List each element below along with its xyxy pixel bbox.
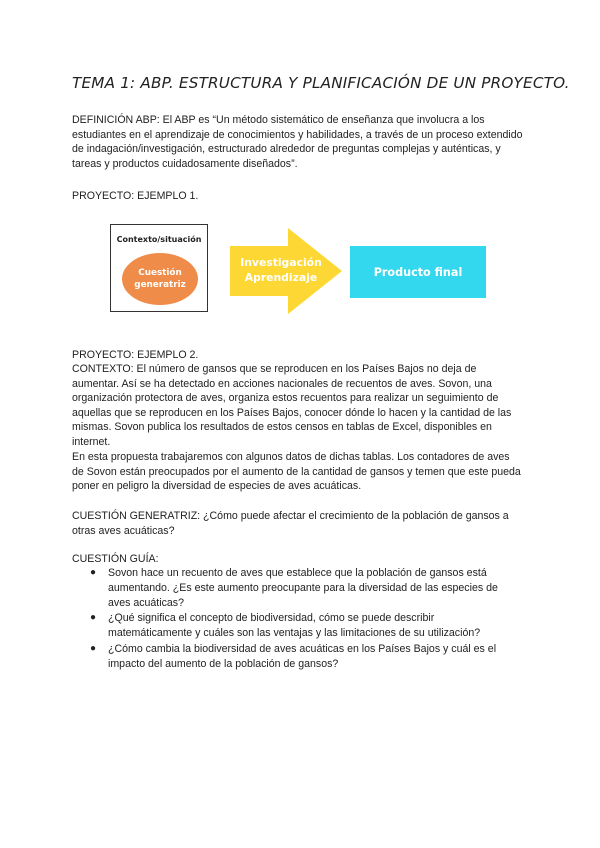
generative-question-paragraph: CUESTIÓN GENERATRIZ: ¿Cómo puede afectar el crecimiento de la población de gansos a otras aves acuáticas? bbox=[72, 510, 509, 537]
proposal-paragraph: En esta propuesta trabajaremos con algunos datos de dichas tablas. Los contadores de aves de Sovon están preocupados por el aumento de la cantidad de gansos y temen que este pueda poner en peligro la diversidad de especies de aves acuáticas. bbox=[72, 451, 521, 493]
example2-heading: PROYECTO: EJEMPLO 2. bbox=[72, 349, 199, 361]
generative-question-oval: Cuestión generatriz bbox=[122, 253, 198, 305]
list-item bbox=[88, 566, 520, 610]
document-title: TEMA 1: ABP. ESTRUCTURA Y PLANIFICACIÓN DE UN PROYECTO. bbox=[72, 74, 570, 92]
context-box bbox=[110, 224, 208, 312]
bullet-icon: ● bbox=[90, 642, 97, 654]
guide-item-text: ¿Qué significa el concepto de biodiversidad, cómo se puede describir matemáticamente y cuáles son las ventajas y las limitaciones de su utilización? bbox=[108, 612, 481, 640]
final-product-box: Producto final bbox=[350, 246, 486, 298]
guide-item-text: ¿Cómo cambia la biodiversidad de aves acuáticas en los Países Bajos y cuál es el impacto del aumento de la población de gansos? bbox=[108, 642, 497, 670]
context-label: Contexto/situación bbox=[116, 235, 202, 244]
bullet-icon: ● bbox=[90, 567, 97, 578]
context-paragraph: CONTEXTO: El número de gansos que se reproducen en los Países Bajos no deja de aumentar. Así se ha detectado en acciones nacionales de recuentos de aves. Sovon, una organización protectora de aves, organiza estos recuentos para realizar un seguimiento de aquellas que se reproducen en los Países Bajos, conocer dónde lo hacen y la cantidad de las mismas. Sovon publica los resultados de estos censos en tablas de Excel, disponibles en internet. bbox=[72, 363, 512, 448]
project-flow-diagram bbox=[110, 224, 490, 316]
guide-heading: CUESTIÓN GUÍA: bbox=[72, 553, 159, 565]
definition-paragraph: DEFINICIÓN ABP: El ABP es “Un método sistemático de enseñanza que involucra a los estudiantes en el aprendizaje de conocimientos y habilidades, a través de un proceso extendido de indagación/investigación, estructurado alrededor de preguntas complejas y auténticas, y tareas y productos cuidadosamente diseñados”. bbox=[72, 114, 523, 170]
list-item bbox=[88, 611, 520, 641]
example1-heading: PROYECTO: EJEMPLO 1. bbox=[72, 190, 199, 202]
bullet-icon: ● bbox=[90, 612, 97, 624]
guide-item-text: Sovon hace un recuento de aves que establece que la población de gansos está aumentando. ¿Es este aumento preocupante para la diversidad de las especies de aves acuáticas? bbox=[108, 567, 498, 609]
list-item bbox=[88, 642, 520, 672]
guide-list bbox=[88, 566, 520, 673]
arrow-label: Investigación Aprendizaje bbox=[240, 256, 322, 284]
